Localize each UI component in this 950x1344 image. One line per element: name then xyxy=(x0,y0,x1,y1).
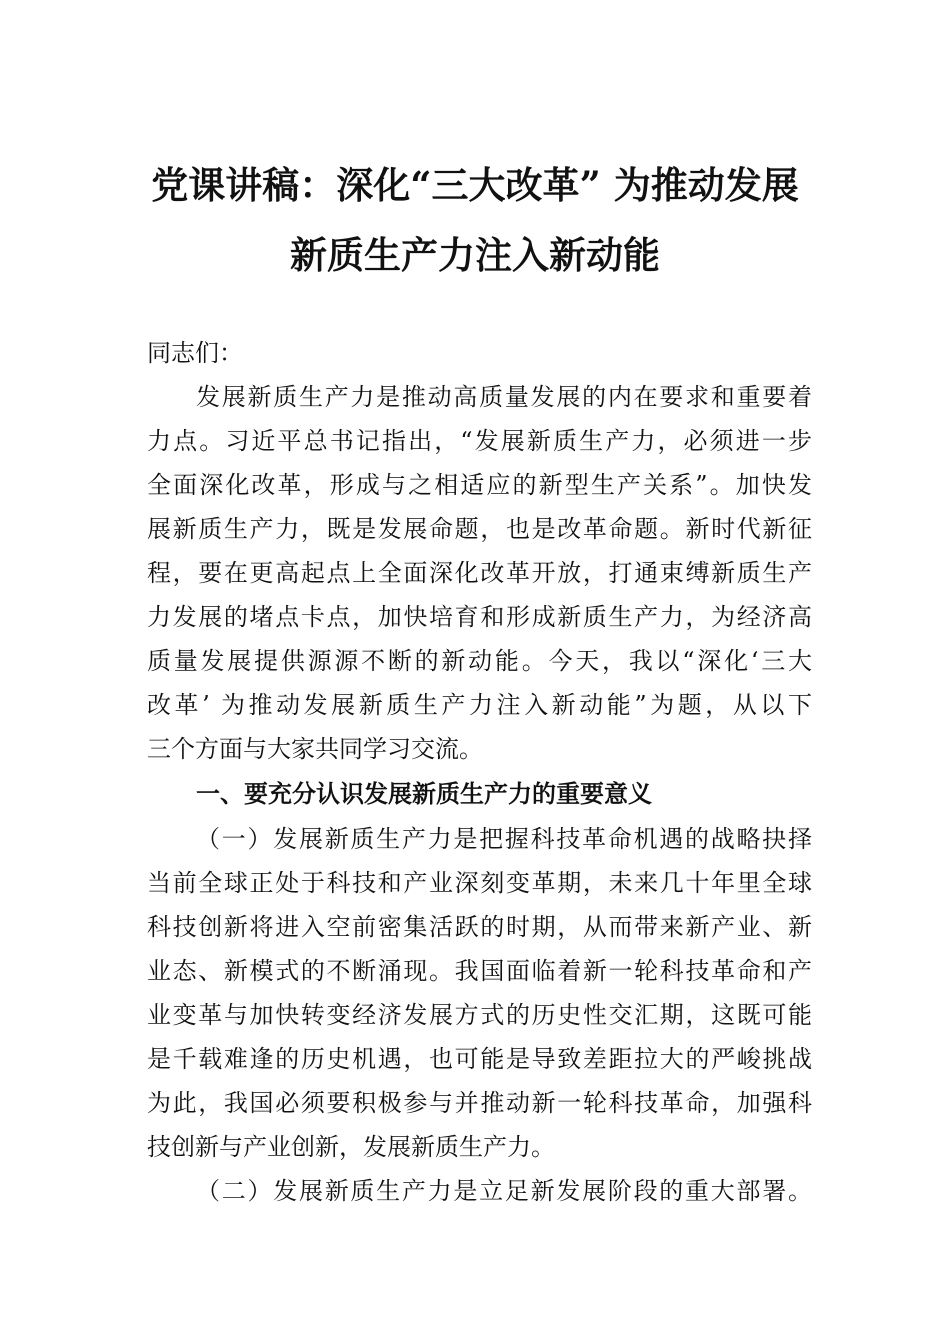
paragraph-line: 是千载难逢的历史机遇，也可能是导致差距拉大的严峻挑战 xyxy=(147,1045,812,1073)
paragraph-line: 力点。习近平总书记指出，“发展新质生产力，必须进一步 xyxy=(147,427,812,455)
paragraph-line: 全面深化改革，形成与之相适应的新型生产关系”。加快发 xyxy=(147,471,812,499)
salutation: 同志们： xyxy=(147,339,243,367)
title-line-1: 党课讲稿：深化“三大改革” 为推动发展 xyxy=(151,163,799,207)
paragraph-line: 技创新与产业创新，发展新质生产力。 xyxy=(147,1133,555,1161)
paragraph-line: 力发展的堵点卡点，加快培育和形成新质生产力，为经济高 xyxy=(147,603,812,631)
paragraph-line: 为此，我国必须要积极参与并推动新一轮科技革命，加强科 xyxy=(147,1089,812,1117)
paragraph-line: 展新质生产力，既是发展命题，也是改革命题。新时代新征 xyxy=(147,515,812,543)
paragraph-line: 程，要在更高起点上全面深化改革开放，打通束缚新质生产 xyxy=(147,559,812,587)
paragraph-line: 业变革与加快转变经济发展方式的历史性交汇期，这既可能 xyxy=(147,1001,812,1029)
paragraph-line: 改革’ 为推动发展新质生产力注入新动能”为题，从以下 xyxy=(147,691,812,719)
section-heading: 一、要充分认识发展新质生产力的重要意义 xyxy=(196,780,652,808)
paragraph-line: 科技创新将进入空前密集活跃的时期，从而带来新产业、新 xyxy=(147,913,812,941)
paragraph-line: 发展新质生产力是推动高质量发展的内在要求和重要着 xyxy=(196,383,812,411)
paragraph-line: 三个方面与大家共同学习交流。 xyxy=(147,735,483,763)
paragraph-line: 质量发展提供源源不断的新动能。今天，我以“深化‘三大 xyxy=(147,647,812,675)
title-line-2: 新质生产力注入新动能 xyxy=(290,233,660,277)
paragraph-line: 业态、新模式的不断涌现。我国面临着新一轮科技革命和产 xyxy=(147,957,812,985)
subsection-heading: （一）发展新质生产力是把握科技革命机遇的战略抉择 xyxy=(196,825,812,853)
subsection-heading: （二）发展新质生产力是立足新发展阶段的重大部署。 xyxy=(196,1177,812,1205)
paragraph-line: 当前全球正处于科技和产业深刻变革期，未来几十年里全球 xyxy=(147,869,812,897)
